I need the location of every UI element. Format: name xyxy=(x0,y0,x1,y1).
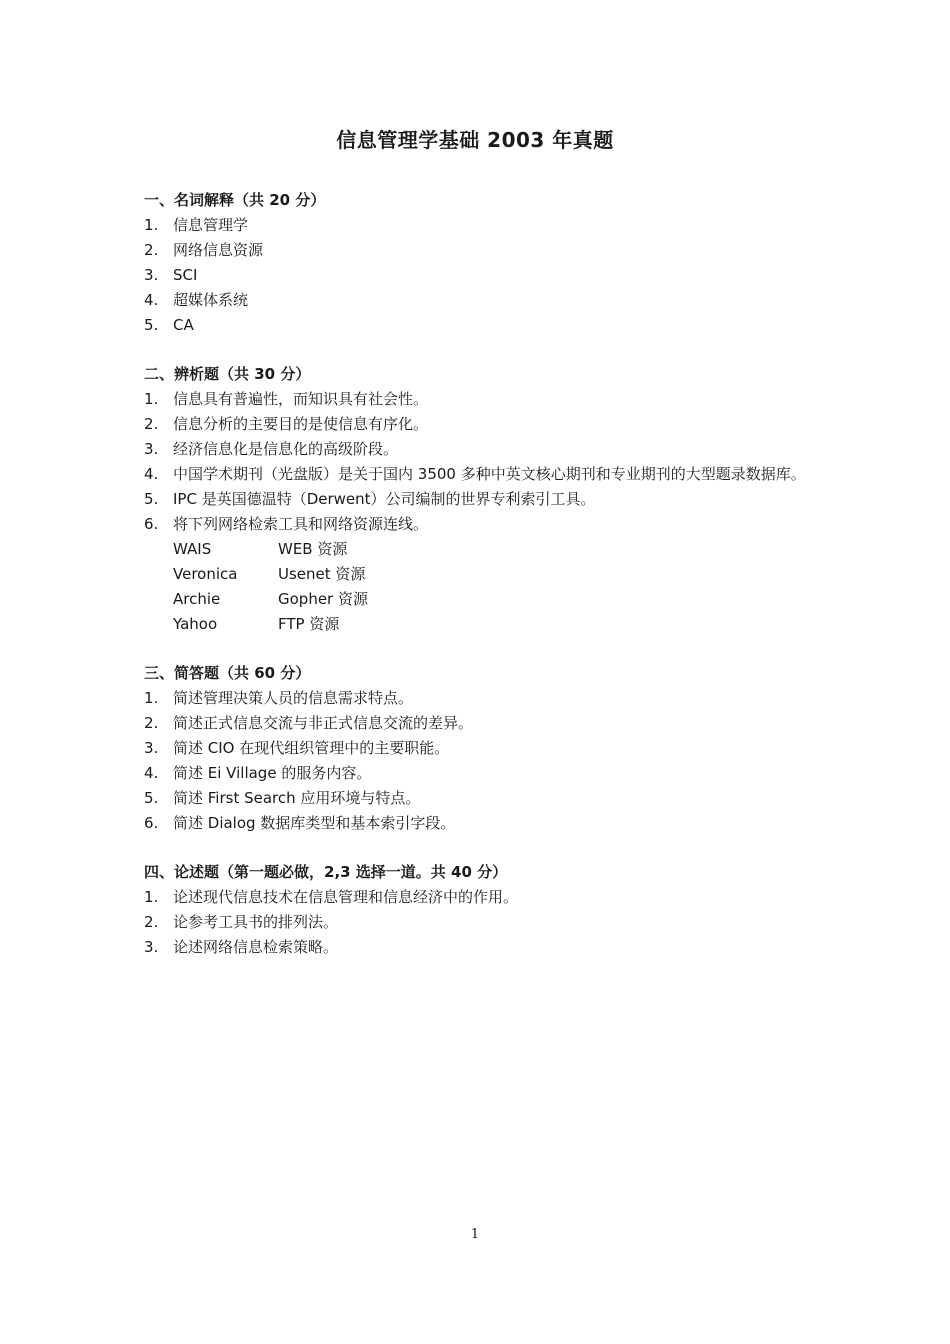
matching-row xyxy=(173,612,824,637)
item-text: IPC 是英国德温特（Derwent）公司编制的世界专利索引工具。 xyxy=(173,490,596,508)
item-number: 4. xyxy=(144,291,159,309)
item-text: 简述 Dialog 数据库类型和基本索引字段。 xyxy=(173,814,456,832)
list-item xyxy=(144,487,824,512)
item-text: 信息具有普遍性，而知识具有社会性。 xyxy=(173,390,429,408)
item-number: 2. xyxy=(144,241,159,259)
list-item xyxy=(144,686,824,711)
section-short-answer xyxy=(144,661,824,836)
item-text: 简述 CIO 在现代组织管理中的主要职能。 xyxy=(173,739,450,757)
list-item xyxy=(144,512,824,537)
section-heading: 一、名词解释（共 20 分） xyxy=(144,191,326,209)
search-tool-name: Archie xyxy=(173,590,221,608)
page-number: 1 xyxy=(470,1227,480,1242)
item-number: 2. xyxy=(144,415,159,433)
list-item xyxy=(144,412,824,437)
item-number: 3. xyxy=(144,266,159,284)
item-text: 经济信息化是信息化的高级阶段。 xyxy=(173,440,399,458)
item-number: 6. xyxy=(144,515,159,533)
item-text: 信息管理学 xyxy=(173,216,249,234)
item-number: 6. xyxy=(144,814,159,832)
resource-name: WEB 资源 xyxy=(278,540,348,558)
item-number: 5. xyxy=(144,789,159,807)
item-text: 信息分析的主要目的是使信息有序化。 xyxy=(173,415,429,433)
item-text: 论述现代信息技术在信息管理和信息经济中的作用。 xyxy=(173,888,519,906)
list-item xyxy=(144,736,824,761)
list-item xyxy=(144,910,824,935)
item-text: SCI xyxy=(173,266,198,284)
list-item xyxy=(144,711,824,736)
list-item xyxy=(144,437,824,462)
list-item xyxy=(144,313,824,338)
matching-row xyxy=(173,587,824,612)
list-item xyxy=(144,238,824,263)
item-number: 2. xyxy=(144,714,159,732)
section-heading: 四、论述题（第一题必做，2,3 选择一道。共 40 分） xyxy=(144,863,508,881)
section-heading: 二、辨析题（共 30 分） xyxy=(144,365,311,383)
list-item xyxy=(144,387,824,412)
section-analysis xyxy=(144,362,824,637)
list-item xyxy=(144,935,824,960)
item-number: 5. xyxy=(144,490,159,508)
item-number: 1. xyxy=(144,689,159,707)
list-item xyxy=(144,885,824,910)
item-number: 3. xyxy=(144,739,159,757)
item-number: 3. xyxy=(144,938,159,956)
item-number: 5. xyxy=(144,316,159,334)
item-text: 超媒体系统 xyxy=(173,291,249,309)
item-text: CA xyxy=(173,316,194,334)
list-item xyxy=(144,786,824,811)
list-item xyxy=(144,761,824,786)
item-number: 2. xyxy=(144,913,159,931)
item-text: 网络信息资源 xyxy=(173,241,264,259)
item-number: 1. xyxy=(144,888,159,906)
list-item xyxy=(144,811,824,836)
matching-row xyxy=(173,562,824,587)
matching-row xyxy=(173,537,824,562)
list-item xyxy=(144,213,824,238)
item-text: 简述正式信息交流与非正式信息交流的差异。 xyxy=(173,714,474,732)
search-tool-name: Yahoo xyxy=(173,615,218,633)
item-text: 简述 First Search 应用环境与特点。 xyxy=(173,789,421,807)
item-text: 论述网络信息检索策略。 xyxy=(173,938,339,956)
page-title: 信息管理学基础 2003 年真题 xyxy=(336,128,614,152)
list-item xyxy=(144,288,824,313)
item-number: 4. xyxy=(144,764,159,782)
resource-name: Gopher 资源 xyxy=(278,590,368,608)
matching-table xyxy=(173,537,824,637)
list-item xyxy=(144,462,824,487)
search-tool-name: Veronica xyxy=(173,565,238,583)
item-text: 中国学术期刊（光盘版）是关于国内 3500 多种中英文核心期刊和专业期刊的大型题录数据库。 xyxy=(173,465,806,483)
item-number: 4. xyxy=(144,465,159,483)
item-text: 论参考工具书的排列法。 xyxy=(173,913,339,931)
item-text: 将下列网络检索工具和网络资源连线。 xyxy=(173,515,429,533)
resource-name: FTP 资源 xyxy=(278,615,340,633)
resource-name: Usenet 资源 xyxy=(278,565,366,583)
section-terms xyxy=(144,188,824,338)
item-number: 1. xyxy=(144,216,159,234)
document-body xyxy=(144,188,824,984)
section-essay xyxy=(144,860,824,960)
list-item xyxy=(144,263,824,288)
item-text: 简述管理决策人员的信息需求特点。 xyxy=(173,689,414,707)
section-heading: 三、简答题（共 60 分） xyxy=(144,664,311,682)
search-tool-name: WAIS xyxy=(173,540,212,558)
item-number: 3. xyxy=(144,440,159,458)
item-number: 1. xyxy=(144,390,159,408)
item-text: 简述 Ei Village 的服务内容。 xyxy=(173,764,372,782)
